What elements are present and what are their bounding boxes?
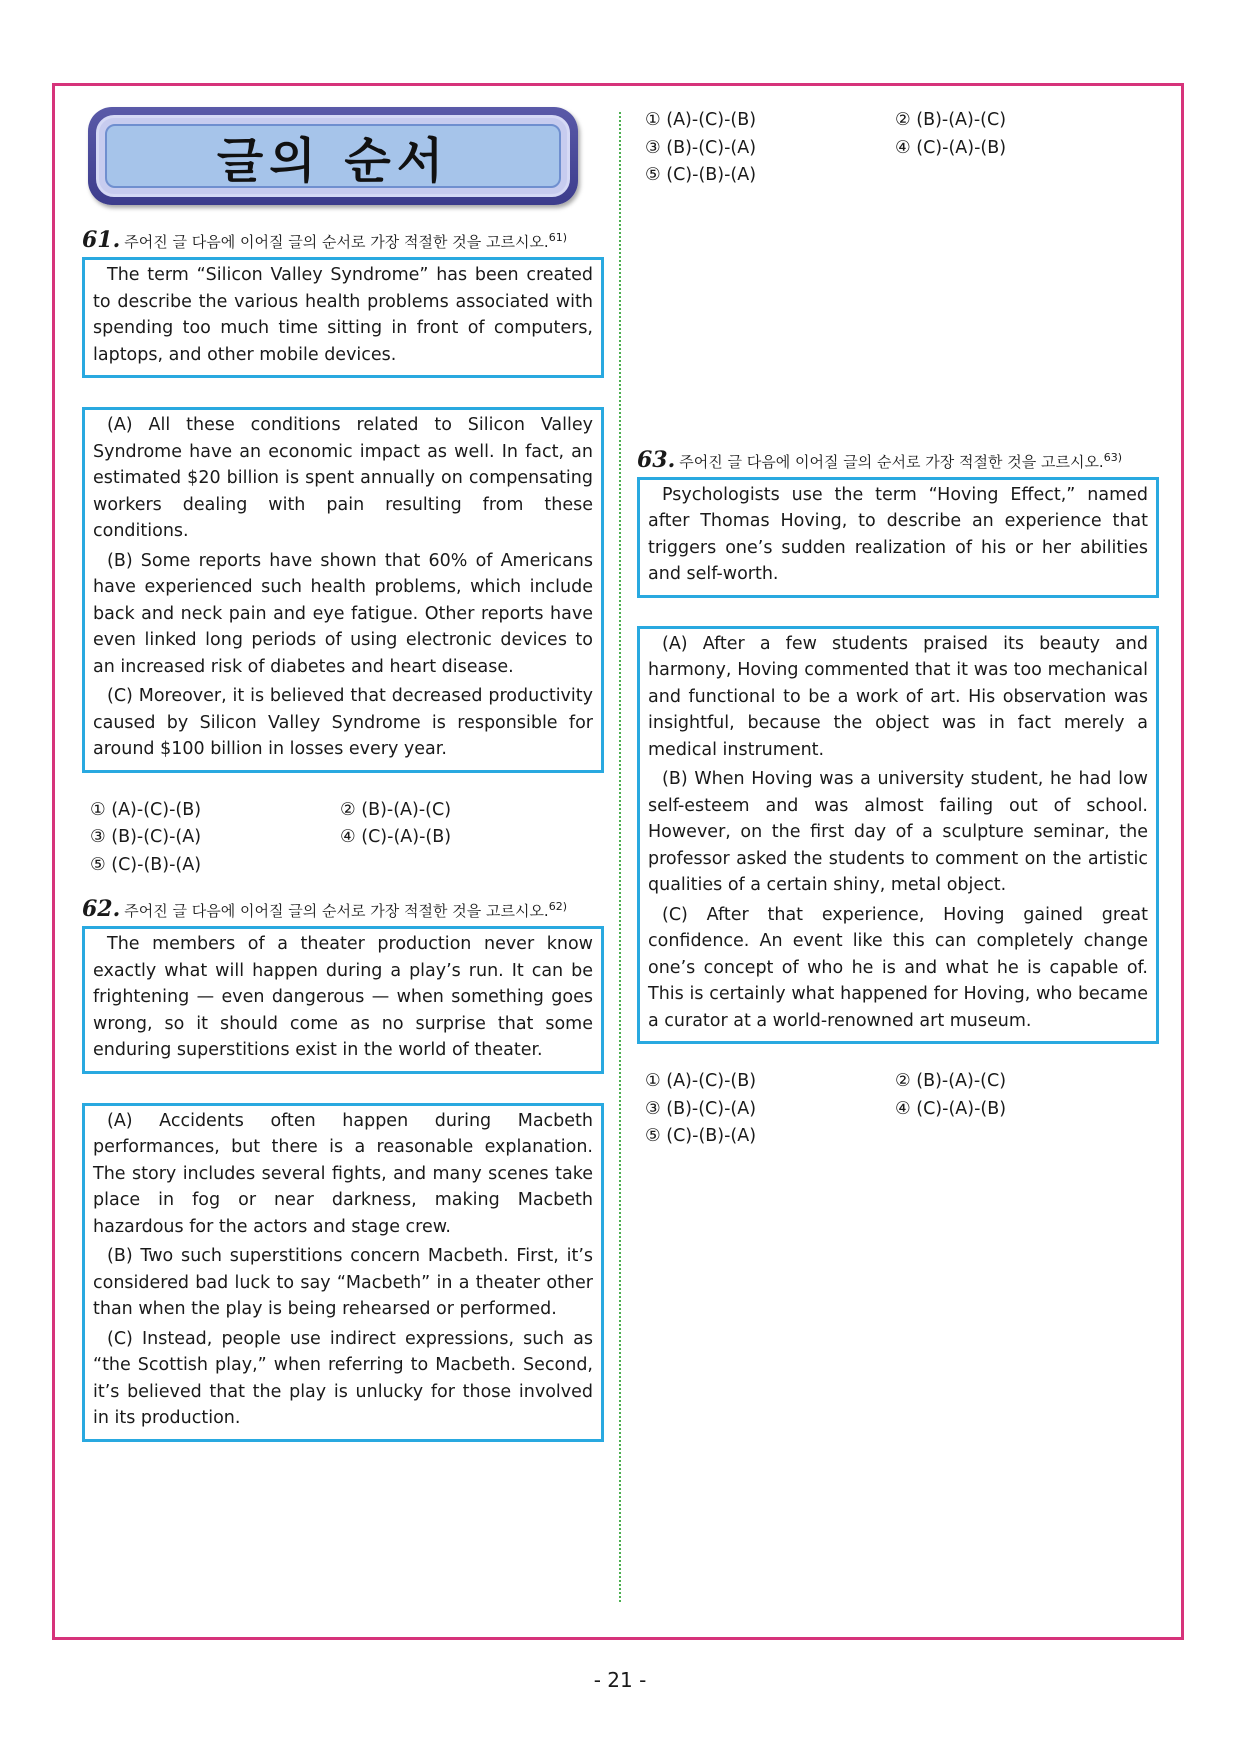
choice-5[interactable]: ⑤ (C)-(B)-(A) xyxy=(645,1126,757,1146)
choice-3[interactable]: ③ (B)-(C)-(A) xyxy=(645,137,757,158)
choice-2[interactable]: ② (B)-(A)-(C) xyxy=(340,799,452,820)
question-instruction: 주어진 글 다음에 이어질 글의 순서로 가장 적절한 것을 고르시오. xyxy=(124,902,549,920)
question-61 xyxy=(82,227,604,878)
right-column xyxy=(637,107,1159,1150)
footnote-ref: 63) xyxy=(1103,450,1123,464)
answer-choices xyxy=(82,797,604,879)
paragraph-b: (B) When Hoving was a university student, he had low self-esteem and was almost failing out of school. However, on the first day of a sculpture seminar, the professor asked the students to comment on the artistic qualities of a certain shiny, metal object. xyxy=(648,769,1148,895)
question-header xyxy=(82,896,604,922)
paragraphs-box xyxy=(82,407,604,773)
choice-2[interactable]: ② (B)-(A)-(C) xyxy=(895,1071,1007,1091)
question-number: 63. xyxy=(637,446,676,473)
footnote-ref: 62) xyxy=(548,900,568,913)
column-divider xyxy=(619,112,621,1602)
question-instruction: 주어진 글 다음에 이어질 글의 순서로 가장 적절한 것을 고르시오. xyxy=(124,233,549,251)
paragraph-b: (B) Two such superstitions concern Macbeth. First, it’s considered bad luck to say “Macbeth” in a theater other than when the play is being rehearsed or performed. xyxy=(93,1246,593,1319)
given-passage: The members of a theater production never know exactly what will happen during a play’s run. It can be frightening — even dangerous — when something goes wrong, so it should come as no surprise that some enduring superstitions exist in the world of theater. xyxy=(93,934,593,1060)
choice-3[interactable]: ③ (B)-(C)-(A) xyxy=(645,1098,757,1119)
page-number: - 21 - xyxy=(593,1668,647,1692)
given-passage: The term “Silicon Valley Syndrome” has been created to describe the various health problems associated with spending too much time sitting in front of computers, laptops, and other mobile devices. xyxy=(93,265,593,365)
question-instruction: 주어진 글 다음에 이어질 글의 순서로 가장 적절한 것을 고르시오. xyxy=(679,452,1104,471)
choice-4[interactable]: ④ (C)-(A)-(B) xyxy=(340,827,452,847)
question-62 xyxy=(82,896,604,1442)
paragraph-c: (C) After that experience, Hoving gained great confidence. An event like this can completely change one’s concept of who he is and what he is capable of. This is certainly what happened for Hoving, who became a curator at a world-renowned art museum. xyxy=(648,904,1148,1031)
paragraphs-box xyxy=(82,1103,604,1442)
paragraph-a: (A) Accidents often happen during Macbeth performances, but there is a reasonable explanation. The story includes several fights, and many scenes take place in fog or near darkness, making Macbeth hazardous for the actors and stage crew. xyxy=(93,1110,593,1237)
choice-1[interactable]: ① (A)-(C)-(B) xyxy=(645,1071,757,1091)
question-63 xyxy=(637,447,1159,1150)
given-passage-box xyxy=(82,257,604,378)
paragraphs-box xyxy=(637,626,1159,1045)
choice-3[interactable]: ③ (B)-(C)-(A) xyxy=(90,827,202,847)
choice-1[interactable]: ① (A)-(C)-(B) xyxy=(90,799,202,820)
page-title: 글의 순서 xyxy=(105,124,561,188)
choice-4[interactable]: ④ (C)-(A)-(B) xyxy=(895,1098,1007,1119)
paragraph-c: (C) Instead, people use indirect expressions, such as “the Scottish play,” when referring to Macbeth. Second, it’s believed that the play is unlucky for those involved in its production. xyxy=(93,1328,593,1428)
paragraph-a: (A) After a few students praised its beauty and harmony, Hoving commented that it was too mechanical and functional to be a work of art. His observation was insightful, because the object was in fact merely a medical instrument. xyxy=(648,633,1148,760)
question-number: 61. xyxy=(82,227,121,253)
answer-choices-q62 xyxy=(637,107,1159,189)
choice-4[interactable]: ④ (C)-(A)-(B) xyxy=(895,137,1007,158)
choice-1[interactable]: ① (A)-(C)-(B) xyxy=(645,110,757,130)
choice-2[interactable]: ② (B)-(A)-(C) xyxy=(895,110,1007,130)
answer-choices xyxy=(637,1068,1159,1150)
given-passage-box xyxy=(82,926,604,1074)
question-number: 62. xyxy=(82,896,121,922)
paragraph-b: (B) Some reports have shown that 60% of Americans have experienced such health problems, which include back and neck pain and eye fatigue. Other reports have even linked long periods of using electronic devices to an increased risk of diabetes and heart disease. xyxy=(93,550,593,677)
given-passage-box xyxy=(637,477,1159,598)
question-header xyxy=(82,227,604,253)
choice-5[interactable]: ⑤ (C)-(B)-(A) xyxy=(90,854,202,875)
left-column xyxy=(82,107,604,1442)
given-passage: Psychologists use the term “Hoving Effect,” named after Thomas Hoving, to describe an experience that triggers one’s sudden realization of his or her abilities and self-worth. xyxy=(648,484,1148,584)
title-banner xyxy=(88,107,578,205)
paragraph-a: (A) All these conditions related to Silicon Valley Syndrome have an economic impact as well. In fact, an estimated $20 billion is spent annually on compensating workers dealing with pain resulting from these conditions. xyxy=(93,415,593,541)
choice-5[interactable]: ⑤ (C)-(B)-(A) xyxy=(645,165,757,185)
question-header xyxy=(637,447,1159,473)
paragraph-c: (C) Moreover, it is believed that decreased productivity caused by Silicon Valley Syndrome is responsible for around $100 billion in losses every year. xyxy=(93,686,593,759)
footnote-ref: 61) xyxy=(548,231,568,244)
